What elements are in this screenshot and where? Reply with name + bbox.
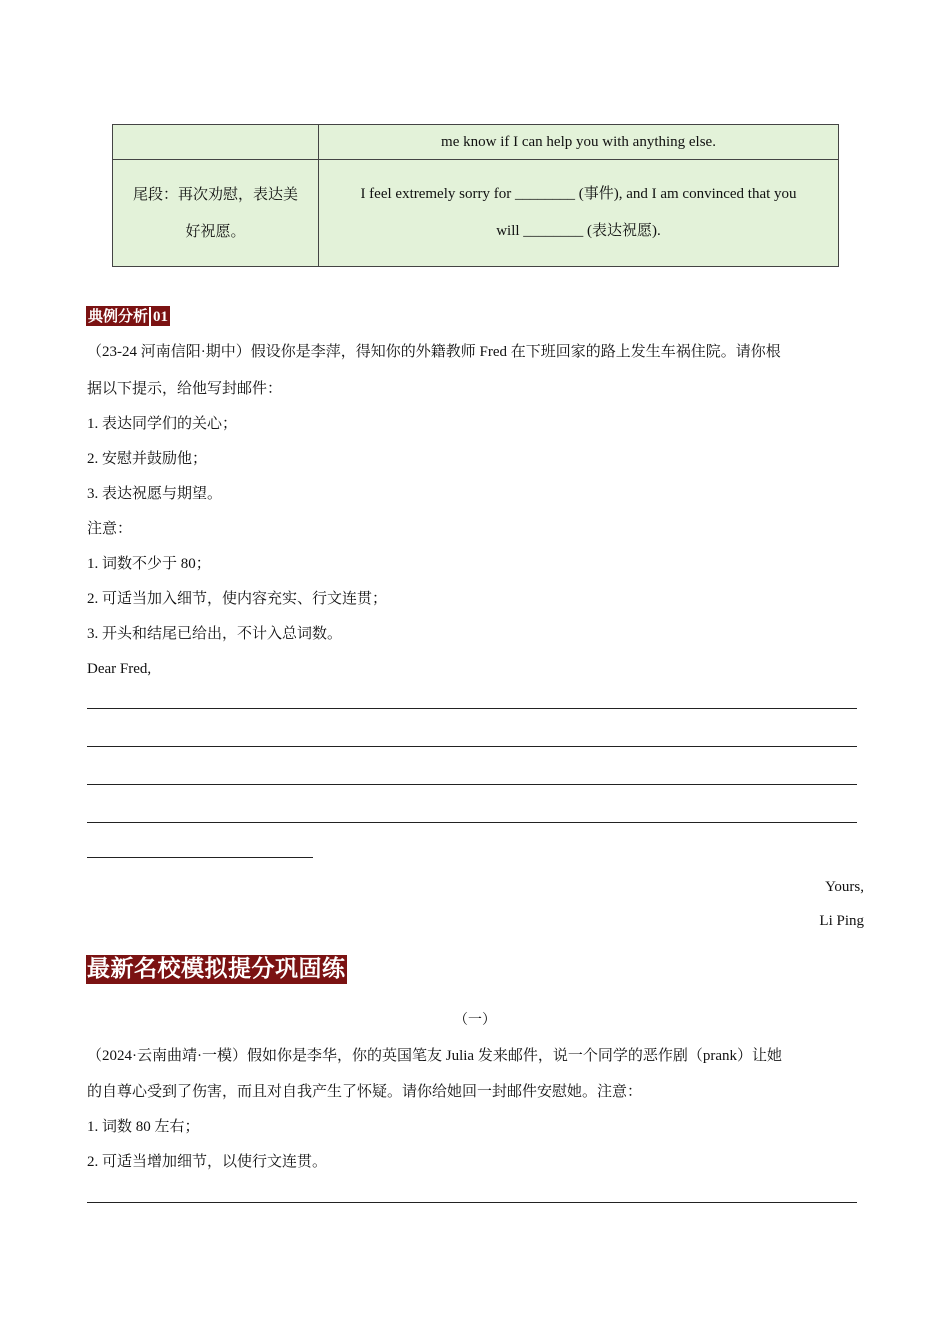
sentence-line: I feel extremely sorry for ________ (事件), and I am convinced that you	[360, 186, 797, 202]
example-note: 2. 可适当加入细节，使内容充实、行文连贯；	[87, 591, 388, 607]
section-line: 好祝愿。	[185, 222, 246, 240]
table-row	[113, 160, 839, 267]
answer-line[interactable]	[87, 822, 857, 823]
example-note: 3. 开头和结尾已给出，不计入总词数。	[87, 626, 343, 642]
part-label: （一）	[454, 1013, 496, 1028]
example-tag-number: 01	[149, 307, 168, 327]
example-point: 3. 表达祝愿与期望。	[87, 486, 223, 502]
answer-line[interactable]	[87, 857, 313, 858]
example-point: 2. 安慰并鼓励他；	[87, 451, 208, 467]
writing-template-table	[112, 124, 839, 267]
answer-line[interactable]	[87, 708, 857, 709]
example-tag-label: 典例分析	[88, 307, 149, 325]
closing: Yours,	[825, 879, 864, 895]
table-cell-section	[113, 160, 319, 267]
example-point: 1. 表达同学们的关心；	[87, 416, 238, 432]
section-line: 尾段：再次劝慰，表达美	[132, 185, 298, 203]
table-cell-sentence	[319, 160, 839, 267]
sentence-line: will ________ (表达祝愿).	[496, 223, 661, 239]
example-prompt-line: 据以下提示，给他写封邮件：	[87, 381, 283, 397]
section-note: 2. 可适当增加细节，以使行文连贯。	[87, 1154, 328, 1170]
answer-line[interactable]	[87, 1202, 857, 1203]
table-row	[113, 125, 839, 160]
example-prompt-line: （23-24 河南信阳·期中）假设你是李萍，得知你的外籍教师 Fred 在下班回家的路上发生车祸住院。请你根	[87, 344, 781, 360]
signature: Li Ping	[819, 913, 864, 929]
answer-line[interactable]	[87, 784, 857, 785]
example-tag	[86, 306, 170, 326]
example-note: 1. 词数不少于 80；	[87, 556, 211, 572]
section-prompt-line: （2024·云南曲靖·一模）假如你是李华，你的英国笔友 Julia 发来邮件，说一个同学的恶作剧（prank）让她	[87, 1048, 782, 1064]
table-cell-section	[113, 125, 319, 160]
table-cell-sentence: me know if I can help you with anything else.	[319, 125, 839, 160]
section-prompt-line: 的自尊心受到了伤害，而且对自我产生了怀疑。请你给她回一封邮件安慰她。注意：	[87, 1084, 643, 1100]
salutation: Dear Fred,	[87, 661, 152, 677]
notes-title: 注意：	[87, 521, 133, 537]
section-banner: 最新名校模拟提分巩固练	[87, 956, 346, 982]
section-note: 1. 词数 80 左右；	[87, 1119, 200, 1135]
answer-line[interactable]	[87, 746, 857, 747]
